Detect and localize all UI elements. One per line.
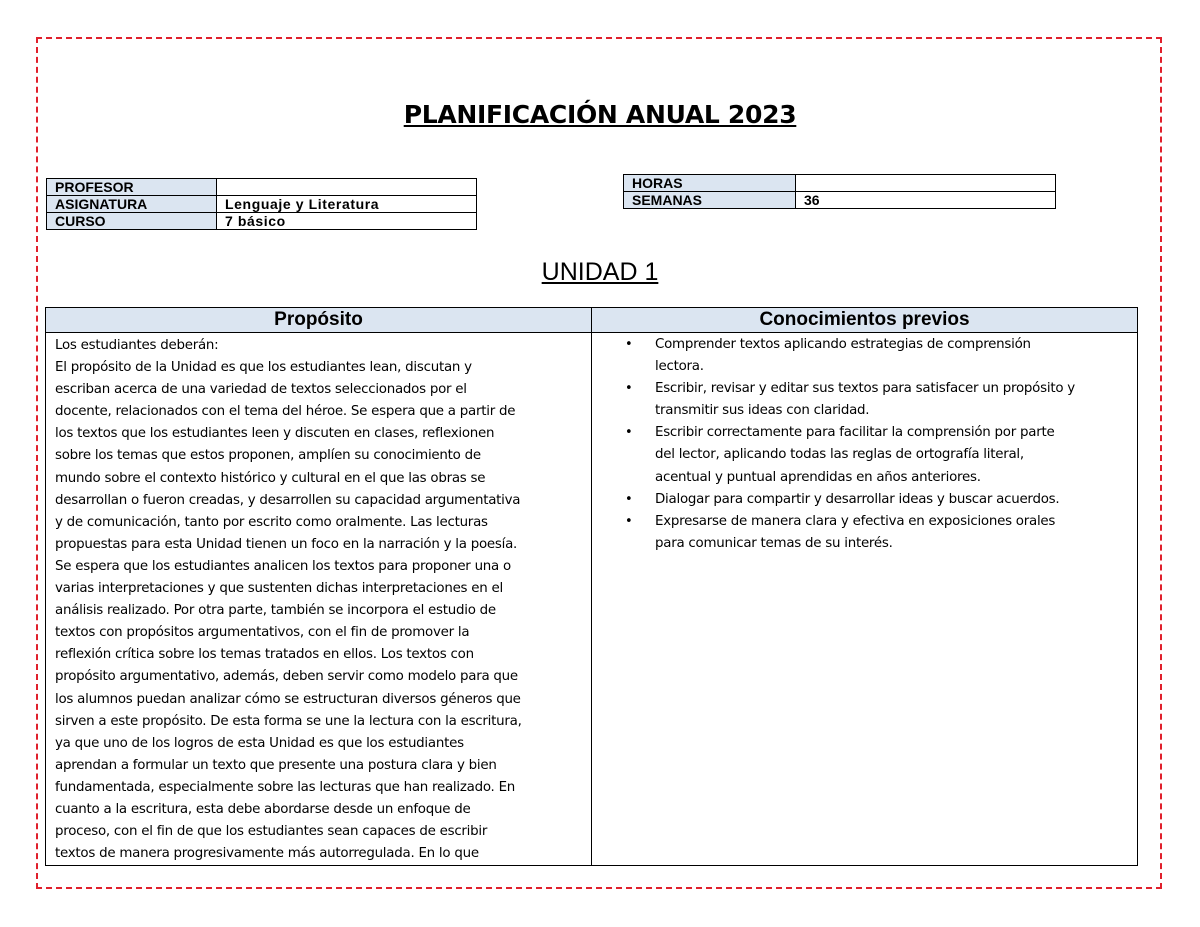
purpose-line: aprendan a formular un texto que presente una postura clara y bien (55, 757, 497, 773)
purpose-line: fundamentada, especialmente sobre las lecturas que han realizado. En (55, 779, 516, 795)
unit-title: UNIDAD 1 (541, 258, 659, 286)
purpose-line: ya que uno de los logros de esta Unidad es que los estudiantes (55, 735, 464, 751)
bullet-icon: • (625, 425, 633, 441)
header-proposito: Propósito (46, 308, 592, 333)
purpose-line: textos de manera progresivamente más autorregulada. En lo que (55, 846, 479, 862)
info-label: ASIGNATURA (47, 196, 217, 213)
purpose-line: Los estudiantes deberán: (55, 338, 219, 353)
info-label: PROFESOR (47, 179, 217, 196)
info-value (217, 179, 477, 196)
page-title: PLANIFICACIÓN ANUAL 2023 (403, 100, 797, 129)
prior-knowledge-list (602, 334, 1129, 555)
prior-knowledge-line: lectora. (655, 359, 704, 375)
purpose-line: desarrollan o fueron creadas, y desarrollen su capacidad argumentativa (55, 492, 521, 508)
header-conocimientos-previos: Conocimientos previos (592, 308, 1138, 333)
teacher-info-table (46, 178, 477, 230)
prior-knowledge-line: transmitir sus ideas con claridad. (655, 403, 870, 419)
purpose-line: escriban acerca de una variedad de textos seleccionados por el (55, 382, 467, 398)
purpose-line: docente, relacionados con el tema del héroe. Se espera que a partir de (55, 404, 516, 420)
purpose-line: y de comunicación, tanto por escrito como oralmente. Las lecturas (55, 514, 488, 530)
info-row-curso (47, 213, 477, 230)
purpose-line: análisis realizado. Por otra parte, también se incorpora el estudio de (55, 603, 496, 619)
info-value (796, 175, 1056, 192)
prior-knowledge-item (602, 511, 1129, 555)
purpose-line: mundo sobre el contexto histórico y cultural en el que las obras se (55, 470, 486, 486)
prior-knowledge-item (602, 334, 1129, 378)
prior-knowledge-line: del lector, aplicando todas las reglas de ortografía literal, (655, 447, 1024, 463)
unit-table-header (46, 308, 1138, 333)
purpose-line: proceso, con el fin de que los estudiantes sean capaces de escribir (55, 824, 488, 840)
info-row-horas (624, 175, 1056, 192)
purpose-line: sirven a este propósito. De esta forma se une la lectura con la escritura, (55, 713, 522, 729)
info-label: CURSO (47, 213, 217, 230)
purpose-line: cuanto a la escritura, esta debe abordarse desde un enfoque de (55, 801, 471, 817)
purpose-line: textos con propósitos argumentativos, con el fin de promover la (55, 625, 470, 641)
purpose-line: varias interpretaciones y que sustenten dichas interpretaciones en el (55, 581, 503, 597)
unit-table (45, 307, 1138, 866)
prior-knowledge-item (602, 489, 1129, 511)
purpose-line: Se espera que los estudiantes analicen los textos para proponer una o (55, 558, 511, 574)
info-label: SEMANAS (624, 192, 796, 209)
purpose-line: los textos que los estudiantes leen y discuten en clases, reflexionen (55, 426, 495, 442)
info-value: 36 (796, 192, 1056, 209)
unit-table-body (46, 333, 1138, 866)
bullet-icon: • (625, 337, 633, 352)
prior-knowledge-line: Expresarse de manera clara y efectiva en exposiciones orales (655, 513, 1056, 529)
info-row-semanas (624, 192, 1056, 209)
purpose-line: El propósito de la Unidad es que los estudiantes lean, discutan y (55, 360, 472, 376)
prior-knowledge-line: Escribir, revisar y editar sus textos para satisfacer un propósito y (655, 381, 1075, 397)
purpose-line: propósito argumentativo, además, deben servir como modelo para que (55, 669, 518, 685)
purpose-line: sobre los temas que estos proponen, amplíen su conocimiento de (55, 448, 481, 464)
info-label: HORAS (624, 175, 796, 192)
bullet-icon: • (625, 381, 633, 397)
info-value: 7 básico (217, 213, 477, 230)
purpose-cell (46, 333, 592, 866)
bullet-icon: • (625, 513, 633, 529)
prior-knowledge-line: Dialogar para compartir y desarrollar ideas y buscar acuerdos. (655, 491, 1060, 507)
prior-knowledge-line: para comunicar temas de su interés. (655, 535, 893, 551)
bullet-icon: • (625, 491, 633, 507)
prior-knowledge-item (602, 378, 1129, 422)
prior-knowledge-cell (592, 333, 1138, 866)
info-row-asignatura (47, 196, 477, 213)
prior-knowledge-line: acentual y puntual aprendidas en años anteriores. (655, 469, 981, 485)
purpose-line: propuestas para esta Unidad tienen un foco en la narración y la poesía. (55, 536, 518, 552)
info-value: Lenguaje y Literatura (217, 196, 477, 213)
prior-knowledge-line: Comprender textos aplicando estrategias de comprensión (655, 337, 1031, 352)
prior-knowledge-line: Escribir correctamente para facilitar la comprensión por parte (655, 425, 1055, 441)
purpose-line: reflexión crítica sobre los temas tratados en ellos. Los textos con (55, 647, 474, 663)
schedule-info-table (623, 174, 1056, 209)
info-row-profesor (47, 179, 477, 196)
purpose-text (55, 335, 583, 865)
prior-knowledge-item (602, 422, 1129, 488)
purpose-line: los alumnos puedan analizar cómo se estructuran diversos géneros que (55, 691, 521, 707)
